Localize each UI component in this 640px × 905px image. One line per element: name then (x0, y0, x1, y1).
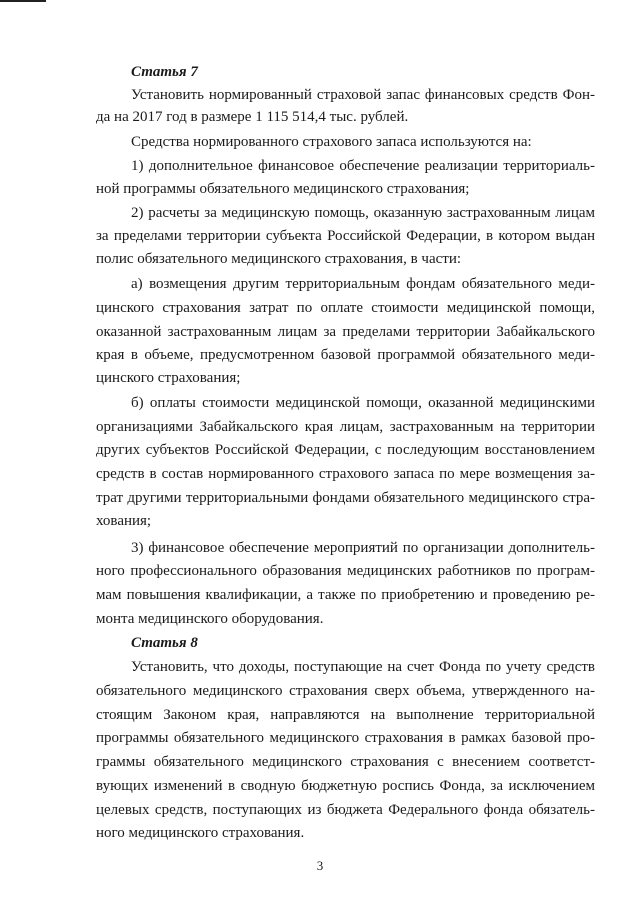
article-8-heading: Статья 8 (131, 635, 198, 651)
article-7-line: да на 2017 год в размере 1 115 514,4 тыс. рублей. (96, 109, 409, 125)
article-7-line: за пределами территории субъекта Российской Федерации, в котором выдан (96, 228, 595, 244)
article-7-line: 3) финансовое обеспечение мероприятий по организации дополнитель- (131, 540, 595, 556)
article-7-line: средств в состав нормированного страхового запаса по мере возмещения за- (96, 466, 595, 482)
article-8-line: Установить, что доходы, поступающие на счет Фонда по учету средств (131, 659, 595, 675)
article-7-line: других субъектов Российской Федерации, с последующим восстановлением (96, 442, 595, 458)
article-7-heading: Статья 7 (131, 64, 198, 80)
article-7-line: 1) дополнительное финансовое обеспечение реализации территориаль- (131, 158, 595, 174)
article-7-line: ной программы обязательного медицинского страхования; (96, 181, 470, 197)
article-8-line: ного медицинского страхования. (96, 825, 305, 841)
article-8-line: целевых средств, поступающих из бюджета Федерального фонда обязатель- (96, 802, 595, 818)
article-7-line: полис обязательного медицинского страхования, в части: (96, 251, 462, 267)
article-7-line: монта медицинского оборудования. (96, 611, 324, 627)
page-number: 3 (316, 858, 324, 873)
article-7-line: б) оплаты стоимости медицинской помощи, оказанной медицинскими (131, 395, 595, 411)
article-8-line: граммы обязательного медицинского страхования с внесением соответст- (96, 754, 595, 770)
article-7-line: мам повышения квалификации, а также по приобретению и проведению ре- (96, 587, 595, 603)
article-7-line: хования; (96, 513, 152, 529)
article-8-line: вующих изменений в сводную бюджетную роспись Фонда, за исключением (96, 778, 595, 794)
article-7-line: оказанной застрахованным лицам за пределами территории Забайкальского (96, 324, 595, 340)
article-7-line: 2) расчеты за медицинскую помощь, оказанную застрахованным лицам (131, 205, 595, 221)
article-7-line: ного профессионального образования медицинских работников по програм- (96, 563, 595, 579)
article-7-line: края в объеме, предусмотренном базовой программой обязательного меди- (96, 347, 595, 363)
article-8-line: программы обязательного медицинского страхования в рамках базовой про- (96, 730, 595, 746)
article-7-line: цинского страхования; (96, 370, 241, 386)
article-7-line: а) возмещения другим территориальным фондам обязательного меди- (131, 276, 595, 292)
article-7-line: Средства нормированного страхового запаса используются на: (131, 134, 532, 150)
article-8-line: обязательного медицинского страхования сверх объема, утвержденного на- (96, 683, 595, 699)
article-7-line: организациями Забайкальского края лицам, застрахованным на территории (96, 419, 595, 435)
article-7-line: трат другими территориальными фондами обязательного медицинского стра- (96, 490, 595, 506)
article-8-line: стоящим Законом края, направляются на выполнение территориальной (96, 707, 595, 723)
article-7-line: цинского страхования затрат по оплате стоимости медицинской помощи, (96, 300, 595, 316)
article-7-line: Установить нормированный страховой запас финансовых средств Фон- (131, 87, 595, 103)
